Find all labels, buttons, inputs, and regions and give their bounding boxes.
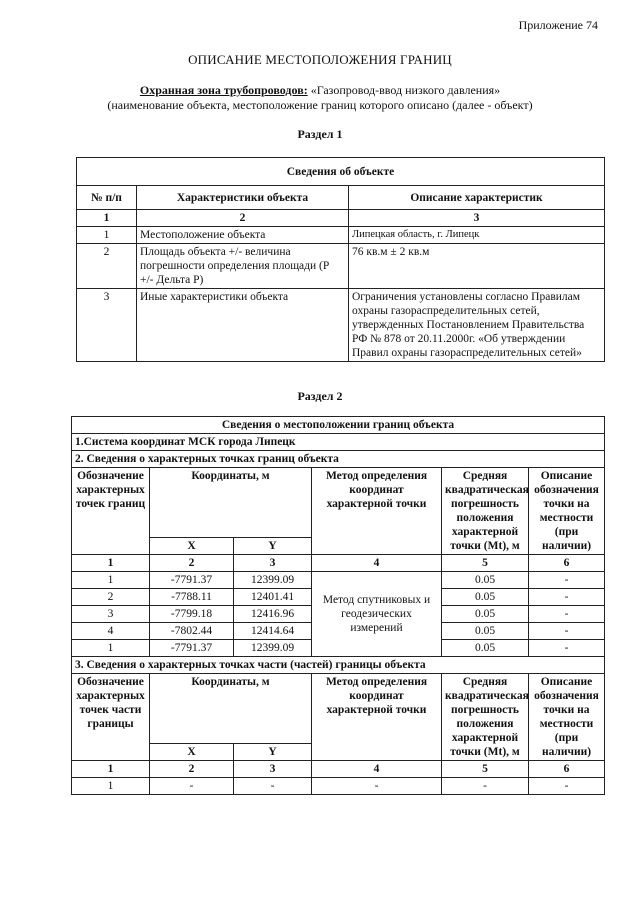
- point-precision: 0.05: [442, 572, 529, 589]
- subject-note: (наименование объекта, местоположение границ которого описано (далее - объект): [107, 98, 533, 112]
- index-cell: 4: [312, 555, 442, 572]
- point-description: -: [529, 606, 605, 623]
- col-header: Обозначение характерных точек границ: [72, 468, 150, 555]
- table-row: [77, 244, 605, 289]
- part-point-description: -: [529, 778, 605, 795]
- part-point-method: -: [312, 778, 442, 795]
- section1-title: Раздел 1: [297, 127, 343, 141]
- table-row: [77, 289, 605, 362]
- method-cell: Метод спутниковых и геодезических измерений: [312, 572, 442, 657]
- col-header: Координаты, м: [150, 468, 312, 538]
- point-description: -: [529, 589, 605, 606]
- index-cell: 1: [72, 761, 150, 778]
- row-description: Липецкая область, г. Липецк: [349, 227, 605, 244]
- index-cell: 3: [234, 555, 312, 572]
- point-x: -7799.18: [150, 606, 234, 623]
- point-number: 1: [72, 640, 150, 657]
- row-characteristic: Площадь объекта +/- величина погрешности определения площади (Р +/- Дельта Р): [137, 244, 349, 289]
- x-header: X: [150, 538, 234, 555]
- point-y: 12399.09: [234, 640, 312, 657]
- part-point-precision: -: [442, 778, 529, 795]
- point-x: -7791.37: [150, 572, 234, 589]
- col-header: Описание характеристик: [349, 186, 605, 210]
- index-cell: 1: [72, 555, 150, 572]
- point-y: 12399.09: [234, 572, 312, 589]
- point-y: 12414.64: [234, 623, 312, 640]
- index-cell: 2: [150, 555, 234, 572]
- part-point-number: 1: [72, 778, 150, 795]
- table-row: [77, 227, 605, 244]
- row-number: 2: [77, 244, 137, 289]
- table-row: [72, 778, 605, 795]
- row-characteristic: Местоположение объекта: [137, 227, 349, 244]
- col-header: Средняя квадратическая погрешность положения характерной точки (Mt), м: [442, 674, 529, 761]
- page-title: ОПИСАНИЕ МЕСТОПОЛОЖЕНИЯ ГРАНИЦ: [188, 52, 452, 67]
- point-x: -7802.44: [150, 623, 234, 640]
- row-description: Ограничения установлены согласно Правилам охраны газораспределительных сетей, утвержденных Постановлением Правительства РФ № 878 от 20.11.2000г. «Об утверждении Правил охраны газораспределительных сетей»: [349, 289, 605, 362]
- col-header: № п/п: [77, 186, 137, 210]
- point-number: 2: [72, 589, 150, 606]
- row-number: 1: [77, 227, 137, 244]
- table-title: Сведения об объекте: [77, 158, 605, 186]
- index-cell: 2: [137, 210, 349, 227]
- col-header: Средняя квадратическая погрешность положения характерной точки (Mt), м: [442, 468, 529, 555]
- index-cell: 2: [150, 761, 234, 778]
- point-description: -: [529, 640, 605, 657]
- subsection-title: 2. Сведения о характерных точках границ объекта: [72, 451, 605, 468]
- point-number: 1: [72, 572, 150, 589]
- table-title: Сведения о местоположении границ объекта: [72, 417, 605, 434]
- x-header: X: [150, 744, 234, 761]
- subject-label: Охранная зона трубопроводов:: [139, 83, 308, 97]
- point-number: 4: [72, 623, 150, 640]
- object-info-table: [76, 157, 605, 362]
- subsection-title: 3. Сведения о характерных точках части (частей) границы объекта: [72, 657, 605, 674]
- point-description: -: [529, 572, 605, 589]
- col-header: Описание обозначения точки на местности (при наличии): [529, 674, 605, 761]
- point-y: 12401.41: [234, 589, 312, 606]
- index-cell: 4: [312, 761, 442, 778]
- col-header: Координаты, м: [150, 674, 312, 744]
- index-cell: 6: [529, 555, 605, 572]
- col-header: Метод определения координат характерной точки: [312, 468, 442, 555]
- index-cell: 5: [442, 555, 529, 572]
- section2-title: Раздел 2: [297, 389, 343, 403]
- index-cell: 3: [349, 210, 605, 227]
- point-description: -: [529, 623, 605, 640]
- point-x: -7791.37: [150, 640, 234, 657]
- index-cell: 5: [442, 761, 529, 778]
- coord-system: 1.Система координат МСК города Липецк: [72, 434, 605, 451]
- point-precision: 0.05: [442, 640, 529, 657]
- point-precision: 0.05: [442, 589, 529, 606]
- point-x: -7788.11: [150, 589, 234, 606]
- object-subject: [0, 83, 640, 98]
- index-cell: 6: [529, 761, 605, 778]
- boundary-coordinates-table: [71, 416, 605, 795]
- index-cell: 1: [77, 210, 137, 227]
- appendix-label: Приложение 74: [518, 18, 598, 32]
- col-header: Характеристики объекта: [137, 186, 349, 210]
- part-point-y: -: [234, 778, 312, 795]
- row-number: 3: [77, 289, 137, 362]
- point-y: 12416.96: [234, 606, 312, 623]
- col-header: Метод определения координат характерной точки: [312, 674, 442, 761]
- index-cell: 3: [234, 761, 312, 778]
- row-characteristic: Иные характеристики объекта: [137, 289, 349, 362]
- point-precision: 0.05: [442, 606, 529, 623]
- point-precision: 0.05: [442, 623, 529, 640]
- col-header: Обозначение характерных точек части границы: [72, 674, 150, 761]
- subject-value: «Газопровод-ввод низкого давления»: [310, 83, 501, 97]
- table-row: [72, 572, 605, 589]
- part-point-x: -: [150, 778, 234, 795]
- point-number: 3: [72, 606, 150, 623]
- y-header: Y: [234, 538, 312, 555]
- row-description: 76 кв.м ± 2 кв.м: [349, 244, 605, 289]
- col-header: Описание обозначения точки на местности (при наличии): [529, 468, 605, 555]
- y-header: Y: [234, 744, 312, 761]
